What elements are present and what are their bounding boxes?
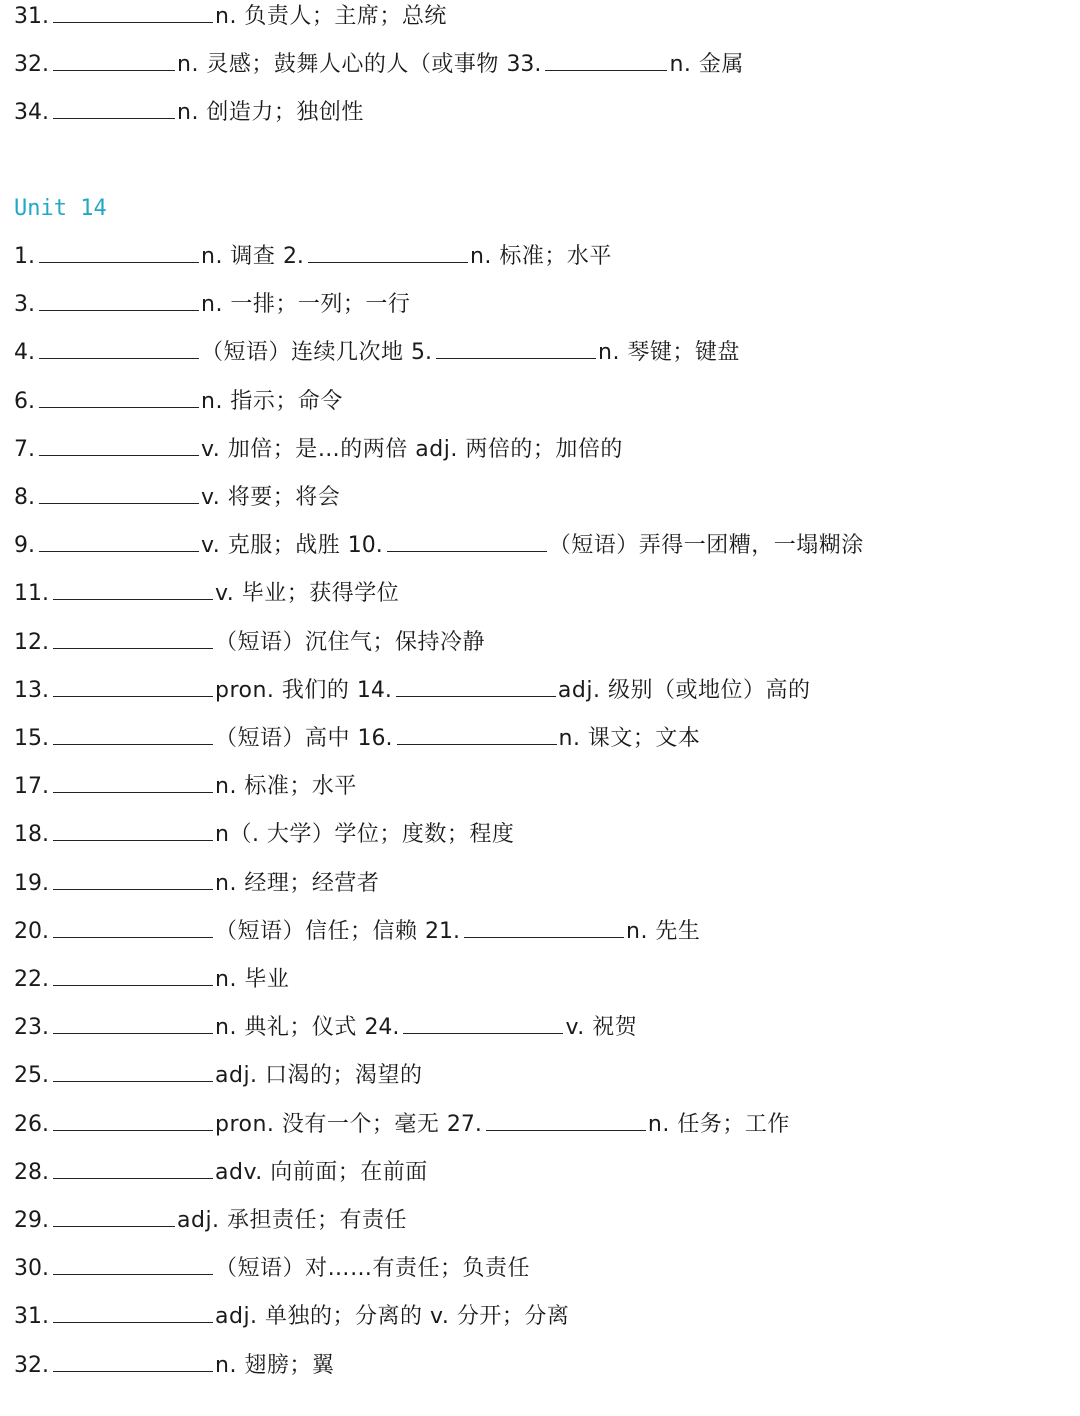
definition-text: n. 任务；工作 xyxy=(647,1111,790,1137)
answer-blank[interactable] xyxy=(39,244,199,263)
vocab-line xyxy=(14,1300,569,1334)
item-number: 17. xyxy=(14,774,49,800)
vocab-line xyxy=(14,1108,790,1142)
item-number: 32. xyxy=(14,52,49,77)
definition-text: n. 金属 xyxy=(669,52,744,77)
answer-blank[interactable] xyxy=(39,437,199,456)
answer-blank[interactable] xyxy=(39,533,199,552)
vocab-line xyxy=(14,1349,334,1383)
definition-text: n（. 大学）学位；度数；程度 xyxy=(215,822,515,848)
definition-text: n. 调查 xyxy=(201,244,283,269)
answer-blank[interactable] xyxy=(39,292,199,311)
vocab-line xyxy=(14,867,379,901)
item-number: 24. xyxy=(364,1015,400,1041)
definition-text: n. 创造力；独创性 xyxy=(177,100,364,125)
vocab-line xyxy=(14,770,357,804)
vocab-line xyxy=(14,1252,530,1286)
item-number: 23. xyxy=(14,1015,49,1041)
answer-blank[interactable] xyxy=(53,1160,213,1179)
vocab-line xyxy=(14,577,399,611)
answer-blank[interactable] xyxy=(53,1208,175,1227)
definition-text: adj. 承担责任；有责任 xyxy=(177,1208,408,1233)
answer-blank[interactable] xyxy=(53,4,213,23)
answer-blank[interactable] xyxy=(53,1353,213,1372)
vocab-line xyxy=(14,481,340,515)
vocab-line xyxy=(14,336,740,370)
vocab-line xyxy=(14,385,343,419)
definition-text: n. 琴键；键盘 xyxy=(598,340,740,366)
answer-blank[interactable] xyxy=(403,1015,563,1034)
answer-blank[interactable] xyxy=(397,726,557,745)
definition-text: （短语）沉住气；保持冷静 xyxy=(215,629,486,655)
item-number: 25. xyxy=(14,1063,49,1089)
vocab-line xyxy=(14,674,810,708)
definition-text: （短语）信任；信赖 xyxy=(215,918,425,944)
answer-blank[interactable] xyxy=(53,774,213,793)
answer-blank[interactable] xyxy=(53,967,213,986)
answer-blank[interactable] xyxy=(545,52,667,71)
vocab-line xyxy=(14,0,447,34)
definition-text: n. 一排；一列；一行 xyxy=(201,292,411,318)
item-number: 5. xyxy=(411,340,432,366)
item-number: 6. xyxy=(14,388,35,414)
vocab-line xyxy=(14,722,700,756)
item-number: 8. xyxy=(14,485,35,510)
definition-text: （短语）连续几次地 xyxy=(201,340,411,366)
answer-blank[interactable] xyxy=(53,100,175,119)
definition-text: adv. 向前面；在前面 xyxy=(215,1159,428,1185)
vocab-line xyxy=(14,240,612,274)
definition-text: n. 指示；命令 xyxy=(201,388,343,414)
definition-text: n. 标准；水平 xyxy=(469,244,612,269)
answer-blank[interactable] xyxy=(39,389,199,408)
item-number: 21. xyxy=(425,918,460,944)
item-number: 31. xyxy=(14,4,49,29)
item-number: 14. xyxy=(356,677,392,703)
item-number: 12. xyxy=(14,629,49,655)
item-number: 33. xyxy=(506,52,542,77)
answer-blank[interactable] xyxy=(39,340,199,359)
item-number: 4. xyxy=(14,340,35,366)
item-number: 29. xyxy=(14,1208,49,1233)
vocab-line xyxy=(14,1204,407,1238)
definition-text: （短语）弄得一团糟，一塌糊涂 xyxy=(548,533,864,559)
item-number: 34. xyxy=(14,100,49,125)
answer-blank[interactable] xyxy=(53,1063,213,1082)
answer-blank[interactable] xyxy=(53,581,213,600)
definition-text: n. 课文；文本 xyxy=(558,726,701,751)
vocab-line xyxy=(14,818,514,852)
item-number: 10. xyxy=(347,533,383,559)
item-number: 18. xyxy=(14,822,49,848)
answer-blank[interactable] xyxy=(387,533,547,552)
vocab-line xyxy=(14,963,289,997)
vocab-line xyxy=(14,96,364,130)
item-number: 31. xyxy=(14,1304,49,1330)
vocab-line xyxy=(14,433,623,467)
vocab-line xyxy=(14,1156,428,1190)
answer-blank[interactable] xyxy=(53,630,213,649)
definition-text: n. 典礼；仪式 xyxy=(215,1015,365,1041)
vocab-line xyxy=(14,288,410,322)
definition-text: pron. 我们的 xyxy=(215,677,357,703)
item-number: 20. xyxy=(14,918,49,944)
definition-text: n. 经理；经营者 xyxy=(215,870,380,896)
answer-blank[interactable] xyxy=(308,244,468,263)
definition-text: v. 克服；战胜 xyxy=(201,533,348,559)
answer-blank[interactable] xyxy=(53,726,213,745)
item-number: 9. xyxy=(14,533,35,559)
vocab-line xyxy=(14,48,744,82)
item-number: 13. xyxy=(14,677,49,703)
definition-text: v. 加倍；是…的两倍 adj. 两倍的；加倍的 xyxy=(201,436,623,462)
answer-blank[interactable] xyxy=(53,1112,213,1131)
answer-blank[interactable] xyxy=(53,919,213,938)
definition-text: v. 将要；将会 xyxy=(201,485,341,510)
definition-text: adj. 级别（或地位）高的 xyxy=(557,677,811,703)
answer-blank[interactable] xyxy=(53,1304,213,1323)
definition-text: pron. 没有一个；毫无 xyxy=(215,1111,447,1137)
item-number: 3. xyxy=(14,292,35,318)
definition-text: n. 毕业 xyxy=(215,967,290,992)
item-number: 27. xyxy=(446,1111,482,1137)
definition-text: adj. 口渴的；渴望的 xyxy=(215,1063,423,1089)
answer-blank[interactable] xyxy=(486,1112,646,1131)
unit-title: Unit 14 xyxy=(14,196,107,221)
answer-blank[interactable] xyxy=(53,52,175,71)
vocab-line xyxy=(14,915,700,949)
answer-blank[interactable] xyxy=(53,871,213,890)
vocab-line xyxy=(14,626,485,660)
vocab-line xyxy=(14,1059,423,1093)
item-number: 26. xyxy=(14,1111,49,1137)
definition-text: adj. 单独的；分离的 v. 分开；分离 xyxy=(215,1304,570,1330)
answer-blank[interactable] xyxy=(464,919,624,938)
item-number: 7. xyxy=(14,436,35,462)
definition-text: n. 灵感；鼓舞人心的人（或事物 xyxy=(177,52,507,77)
answer-blank[interactable] xyxy=(53,678,213,697)
item-number: 28. xyxy=(14,1159,49,1185)
answer-blank[interactable] xyxy=(436,340,596,359)
definition-text: （短语）高中 xyxy=(215,726,358,751)
item-number: 2. xyxy=(282,244,304,269)
definition-text: n. 标准；水平 xyxy=(215,774,357,800)
answer-blank[interactable] xyxy=(39,485,199,504)
item-number: 16. xyxy=(357,726,393,751)
definition-text: v. 祝贺 xyxy=(565,1015,638,1041)
item-number: 32. xyxy=(14,1352,49,1378)
answer-blank[interactable] xyxy=(53,822,213,841)
item-number: 30. xyxy=(14,1256,49,1282)
definition-text: （短语）对……有责任；负责任 xyxy=(215,1256,531,1282)
definition-text: v. 毕业；获得学位 xyxy=(215,581,400,607)
answer-blank[interactable] xyxy=(396,678,556,697)
item-number: 1. xyxy=(14,244,35,269)
answer-blank[interactable] xyxy=(53,1256,213,1275)
item-number: 22. xyxy=(14,967,49,992)
definition-text: n. 负责人；主席；总统 xyxy=(215,4,447,29)
item-number: 15. xyxy=(14,726,49,751)
vocab-line xyxy=(14,529,864,563)
definition-text: n. 翅膀；翼 xyxy=(215,1352,335,1378)
item-number: 19. xyxy=(14,870,49,896)
answer-blank[interactable] xyxy=(53,1015,213,1034)
item-number: 11. xyxy=(14,581,49,607)
definition-text: n. 先生 xyxy=(626,918,701,944)
vocab-line xyxy=(14,1011,637,1045)
